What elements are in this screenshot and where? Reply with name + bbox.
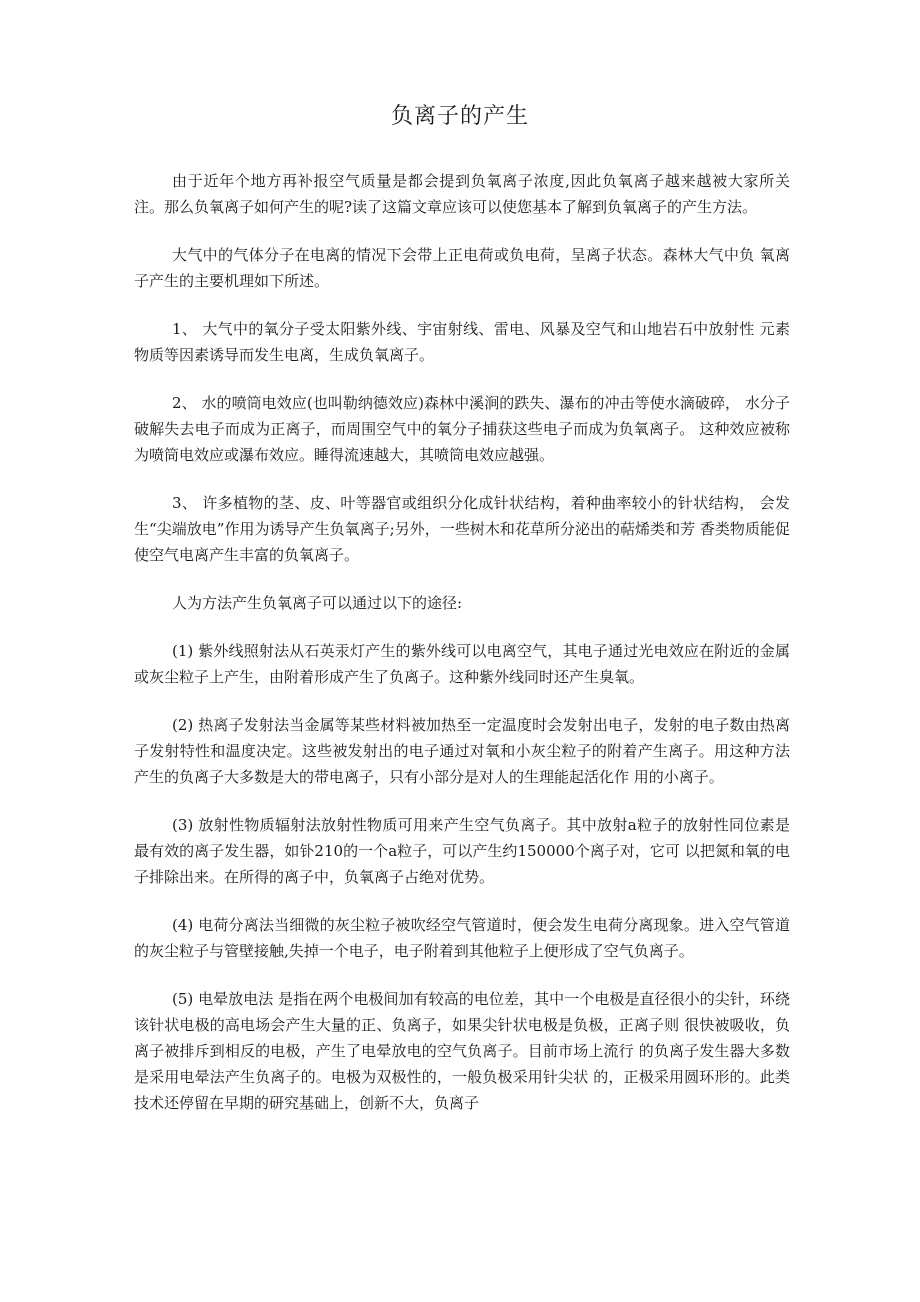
paragraph-artificial-methods: 人为方法产生负氧离子可以通过以下的途径:: [172, 594, 463, 612]
paragraph-method-4: (4) 电荷分离法当细微的灰尘粒子被吹经空气管道时，便会发生电荷分离现象。进入空气管道的灰尘粒子与管壁接触,失掉一个电子，电子附着到其他粒子上便形成了空气负离子。: [134, 916, 790, 960]
paragraph-method-1: (1) 紫外线照射法从石英汞灯产生的紫外线可以电离空气，其电子通过光电效应在附近的金属或灰尘粒子上产生，由附着形成产生了负离子。这种紫外线同时还产生臭氧。: [134, 642, 790, 686]
paragraph-item-1: 1、 大气中的氧分子受太阳紫外线、宇宙射线、雷电、风暴及空气和山地岩石中放射性 元素物质等因素诱导而发生电离，生成负氧离子。: [134, 320, 790, 364]
paragraph-method-5: (5) 电晕放电法 是指在两个电极间加有较高的电位差，其中一个电极是直径很小的尖针，环绕该针状电极的高电场会产生大量的正、负离子，如果尖针状电极是负极，正离子则 很快被吸收，负离子被排斥到相反的电极，产生了电晕放电的空气负离子。目前市场上流行 的负离子发生器大多数是采用电晕法产生负离子的。电极为双极性的，一般负极采用针尖状 的，正极采用圆环形的。此类技术还停留在早期的研究基础上，创新不大，负离子: [134, 990, 790, 1112]
paragraph-mechanism: 大气中的气体分子在电离的情况下会带上正电荷或负电荷，呈离子状态。森林大气中负 氧离子产生的主要机理如下所述。: [134, 246, 790, 290]
paragraph-item-3: 3、 许多植物的茎、皮、叶等器官或组织分化成针状结构，着种曲率较小的针状结构， 会发生“尖端放电”作用为诱导产生负氧离子;另外，一些树木和花草所分泌出的萜烯类和芳 香类物质能促使空气电离产生丰富的负氧离子。: [134, 494, 790, 564]
document-title: 负离子的产生: [390, 104, 529, 129]
paragraph-method-2: (2) 热离子发射法当金属等某些材料被加热至一定温度时会发射出电子，发射的电子数由热离子发射特性和温度决定。这些被发射出的电子通过对氧和小灰尘粒子的附着产生离子。用这种方法产生的负离子大多数是大的带电离子，只有小部分是对人的生理能起活化作 用的小离子。: [134, 716, 790, 786]
paragraph-intro: 由于近年个地方再补报空气质量是都会提到负氧离子浓度,因此负氧离子越来越被大家所关注。那么负氧离子如何产生的呢?读了这篇文章应该可以使您基本了解到负氧离子的产生方法。: [134, 172, 790, 216]
paragraph-method-3: (3) 放射性物质辐射法放射性物质可用来产生空气负离子。其中放射a粒子的放射性同位素是最有效的离子发生器，如钋210的一个a粒子，可以产生约150000个离子对，它可 以把氮和氧的电子排除出来。在所得的离子中，负氧离子占绝对优势。: [134, 816, 790, 886]
paragraph-item-2: 2、 水的喷筒电效应(也叫勒纳德效应)森林中溪涧的跌失、瀑布的冲击等使水滴破碎， 水分子破解失去电子而成为正离子，而周围空气中的氧分子捕获这些电子而成为负氧离子。 这种效应被称为喷筒电效应或瀑布效应。睡得流速越大，其喷筒电效应越强。: [134, 394, 790, 464]
document-body: [134, 168, 790, 1138]
